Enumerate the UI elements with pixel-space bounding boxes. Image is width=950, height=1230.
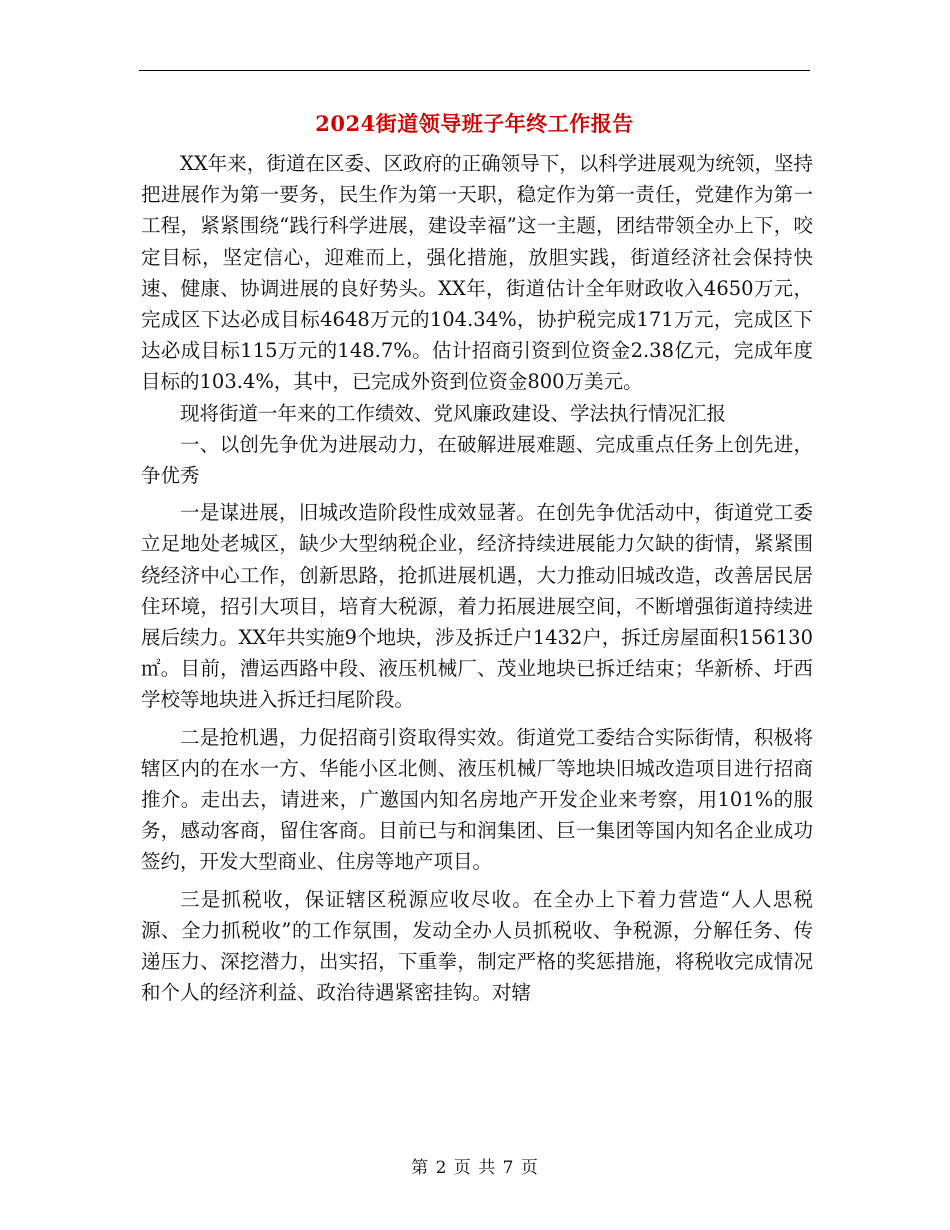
- paragraph-intro: XX年来，街道在区委、区政府的正确领导下，以科学进展观为统领，坚持把进展作为第一要务，民生作为第一天职，稳定作为第一责任，党建作为第一工程，紧紧围绕“践行科学进展，建设幸福”这一主题，团结带领全办上下，咬定目标，坚定信心，迎难而上，强化措施，放胆实践，街道经济社会保持快速、健康、协调进展的良好势头。XX年，街道估计全年财政收入4650万元，完成区下达必成目标4648万元的104.34%，协护税完成171万元，完成区下达必成目标115万元的148.7%。估计招商引资到位资金2.38亿元，完成年度目标的103.4%，其中，已完成外资到位资金800万美元。: [141, 152, 813, 394]
- paragraph-report-intro: 现将街道一年来的工作绩效、党风廉政建设、学法执行情况汇报: [180, 401, 727, 425]
- page-footer: 第 2 页 共 7 页: [411, 1158, 539, 1178]
- section-heading-1: 一、以创先争优为进展动力，在破解进展难题、完成重点任务上创先进，争优秀: [141, 432, 813, 488]
- header-rule: [139, 70, 810, 71]
- paragraph-item-3: 三是抓税收，保证辖区税源应收尽收。在全办上下着力营造“人人思税源、全力抓税收”的工作氛围，发动全办人员抓税收、争税源，分解任务、传递压力、深挖潜力，出实招，下重拳，制定严格的奖惩措施，将税收完成情况和个人的经济利益、政治待遇紧密挂钩。对辖: [141, 887, 813, 1005]
- document-body: [141, 148, 813, 1008]
- paragraph-item-1: 一是谋进展，旧城改造阶段性成效显著。在创先争优活动中，街道党工委立足地处老城区，缺少大型纳税企业，经济持续进展能力欠缺的街情，紧紧围绕经济中心工作，创新思路，抢抓进展机遇，大力推动旧城改造，改善居民居住环境，招引大项目，培育大税源，着力拓展进展空间，不断增强街道持续进展后续力。XX年共实施9个地块，涉及拆迁户1432户，拆迁房屋面积156130㎡。目前，漕运西路中段、液压机械厂、茂业地块已拆迁结束；华新桥、圩西学校等地块进入拆迁扫尾阶段。: [141, 501, 813, 712]
- document-title: 2024街道领导班子年终工作报告: [315, 111, 634, 136]
- paragraph-item-2: 二是抢机遇，力促招商引资取得实效。街道党工委结合实际街情，积极将辖区内的在水一方、华能小区北侧、液压机械厂等地块旧城改造项目进行招商推介。走出去，请进来，广邀国内知名房地产开发企业来考察，用101%的服务，感动客商，留住客商。目前已与和润集团、巨一集团等国内知名企业成功签约，开发大型商业、住房等地产项目。: [141, 725, 813, 874]
